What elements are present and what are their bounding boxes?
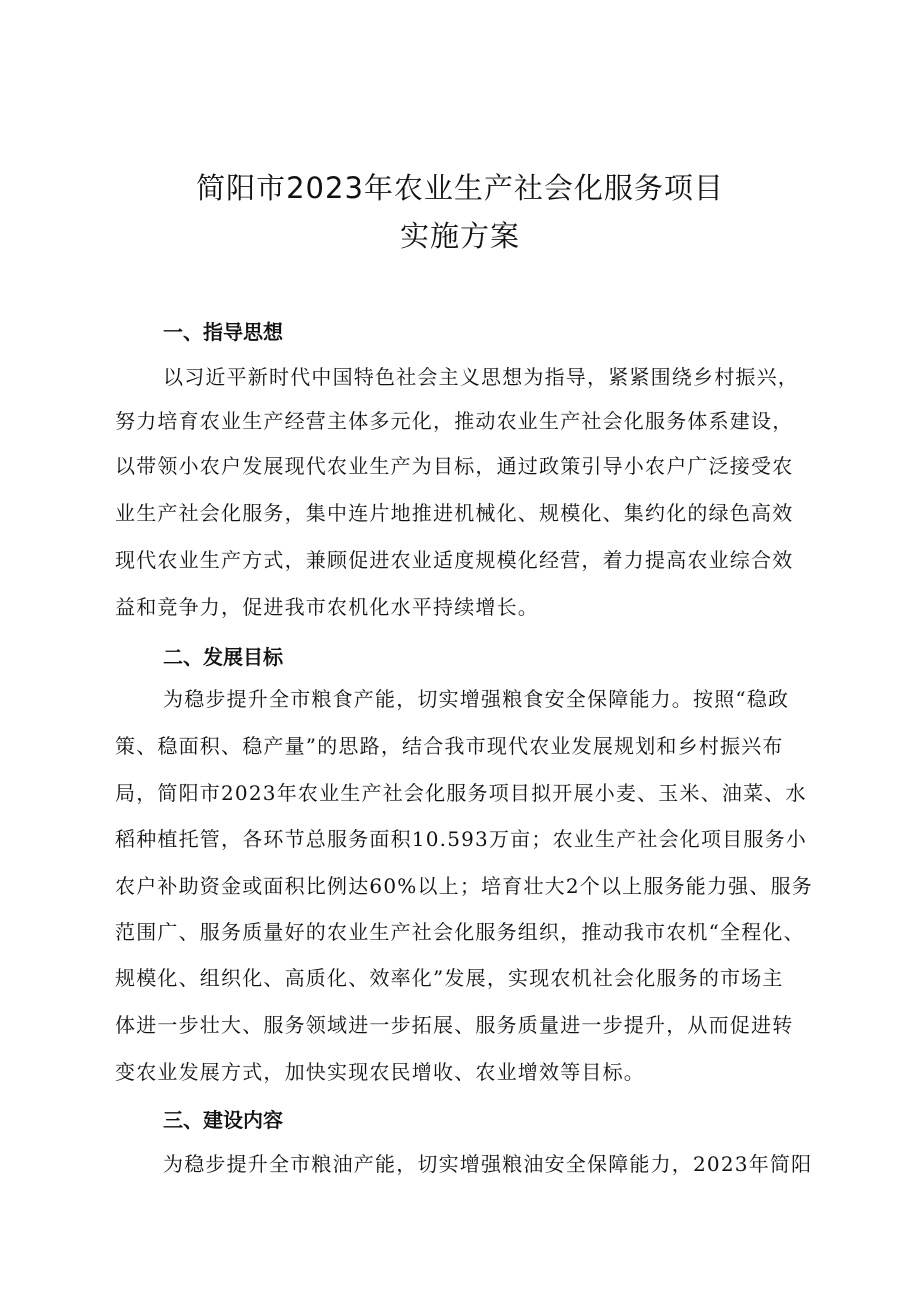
- paragraph-line: 以带领小农户发展现代农业生产为目标，通过政策引导小农户广泛接受农: [115, 454, 794, 478]
- paragraph-line: 规模化、组织化、高质化、效率化”发展，实现农机社会化服务的市场主: [115, 966, 784, 990]
- paragraph-line: 为稳步提升全市粮食产能，切实增强粮食安全保障能力。按照“稳政: [163, 687, 790, 711]
- document-title-line-1: 简阳市2023年农业生产社会化服务项目: [196, 171, 724, 205]
- paragraph-line: 范围广、服务质量好的农业生产社会化服务组织，推动我市农机“全程化、: [115, 920, 805, 944]
- section-heading-guiding-ideology: 一、指导思想: [163, 320, 283, 344]
- section-heading-development-goals: 二、发展目标: [163, 645, 283, 669]
- document-title-line-2: 实施方案: [399, 219, 520, 253]
- paragraph-line: 业生产社会化服务，集中连片地推进机械化、规模化、集约化的绿色高效: [115, 501, 794, 525]
- paragraph-line: 为稳步提升全市粮油产能，切实增强粮油安全保障能力，2023年简阳: [163, 1152, 813, 1176]
- paragraph-line: 益和竞争力，促进我市农机化水平持续增长。: [115, 595, 539, 619]
- paragraph-line: 局，简阳市2023年农业生产社会化服务项目拟开展小麦、玉米、油菜、水: [115, 781, 807, 805]
- paragraph-line: 变农业发展方式，加快实现农民增收、农业增效等目标。: [115, 1060, 645, 1084]
- paragraph-line: 努力培育农业生产经营主体多元化，推动农业生产社会化服务体系建设，: [115, 409, 794, 433]
- paragraph-line: 体进一步壮大、服务领域进一步拓展、服务质量进一步提升，从而促进转: [115, 1013, 794, 1037]
- section-heading-construction-content: 三、建设内容: [163, 1108, 283, 1132]
- paragraph-line: 稻种植托管，各环节总服务面积10.593万亩；农业生产社会化项目服务小: [115, 827, 807, 851]
- paragraph-line: 策、稳面积、稳产量”的思路，结合我市现代农业发展规划和乡村振兴布: [115, 734, 784, 758]
- paragraph-line: 农户补助资金或面积比例达60%以上；培育壮大2个以上服务能力强、服务: [115, 874, 813, 898]
- paragraph-line: 以习近平新时代中国特色社会主义思想为指导，紧紧围绕乡村振兴，: [163, 365, 799, 389]
- paragraph-line: 现代农业生产方式，兼顾促进农业适度规模化经营，着力提高农业综合效: [115, 548, 794, 572]
